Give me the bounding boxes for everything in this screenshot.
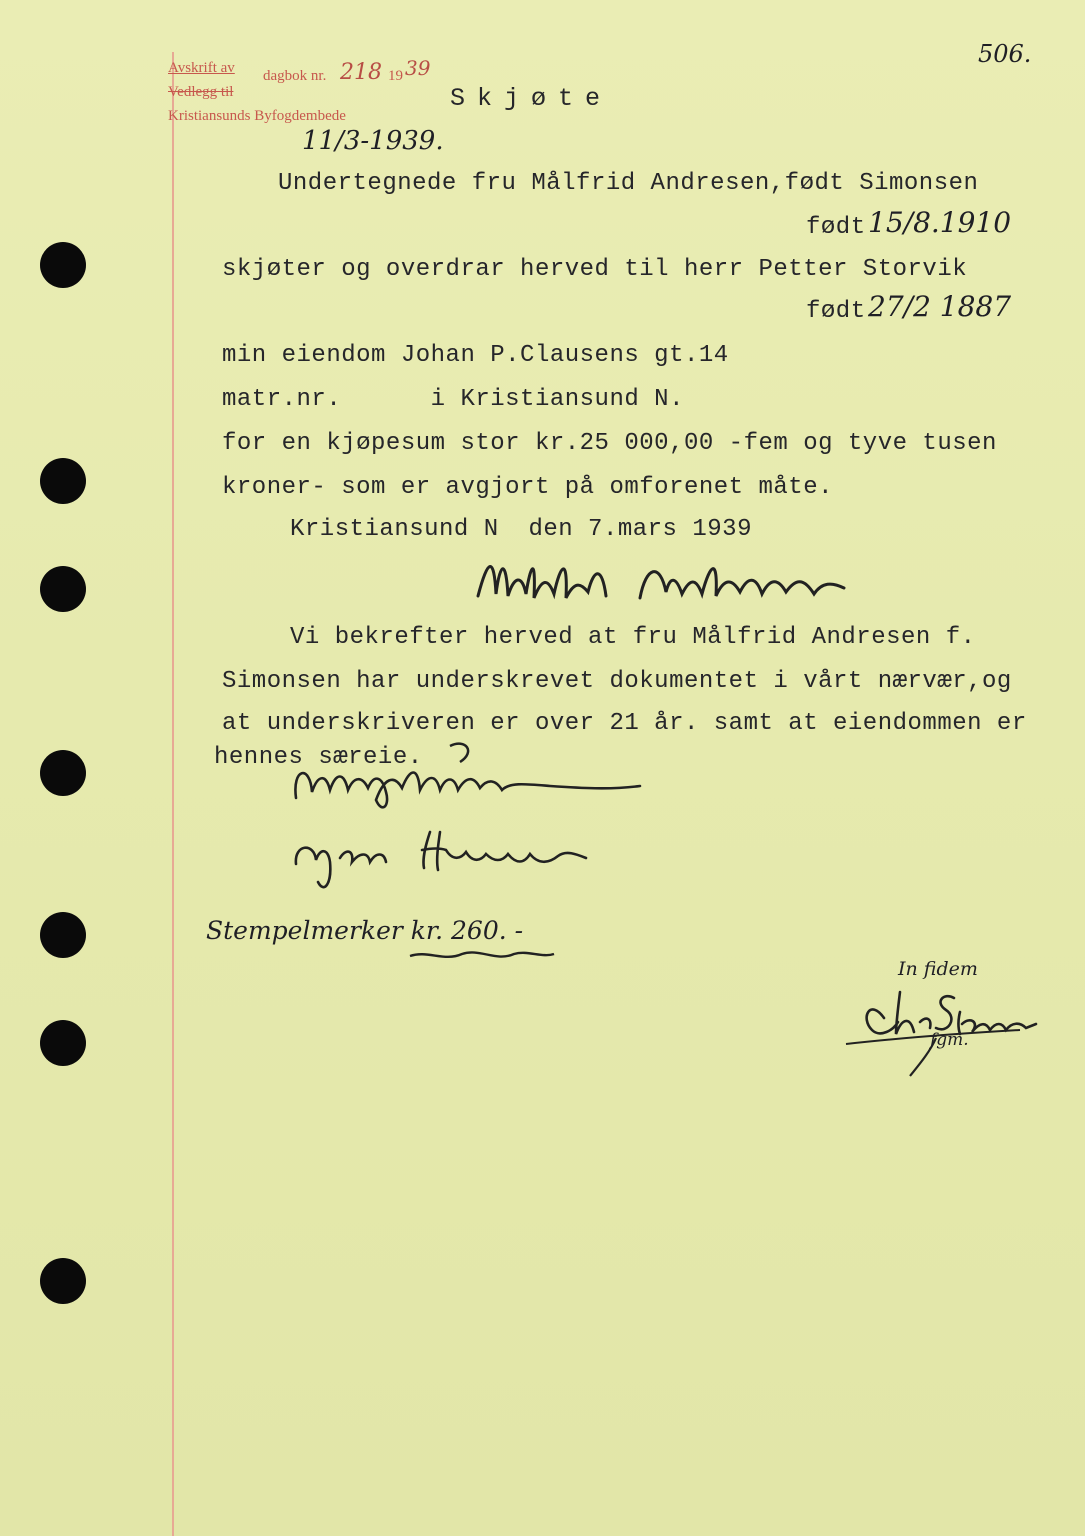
stamp-duty-underline bbox=[408, 948, 558, 964]
born1-date: 15/8.1910 bbox=[868, 206, 1012, 239]
header-year-hand: 39 bbox=[405, 56, 431, 80]
header-year-printed: 19 bbox=[388, 68, 403, 84]
punch-hole bbox=[40, 912, 86, 958]
witness2-signature bbox=[290, 824, 600, 898]
witness-line-2: Simonsen har underskrevet dokumentet i vårt nærvær,og bbox=[222, 668, 1012, 695]
body-line-3: min eiendom Johan P.Clausens gt.14 bbox=[222, 342, 729, 369]
clerk-line-1: In fidem bbox=[898, 958, 978, 980]
witness-line-1: Vi bekrefter herved at fru Målfrid Andresen f. bbox=[290, 624, 976, 651]
punch-hole bbox=[40, 1258, 86, 1304]
witness-line-4: hennes særeie. bbox=[214, 744, 423, 771]
clerk-line-3: fgm. bbox=[930, 1030, 969, 1050]
place-date: Kristiansund N den 7.mars 1939 bbox=[290, 516, 752, 543]
body-line-4: matr.nr. i Kristiansund N. bbox=[222, 386, 684, 413]
page-number: 506. bbox=[978, 40, 1032, 68]
header-avskrift: Avskrift av bbox=[168, 60, 235, 76]
header-date: 11/3-1939. bbox=[302, 126, 444, 156]
document-title: Skjøte bbox=[450, 84, 613, 113]
punch-hole bbox=[40, 750, 86, 796]
born2-date: 27/2 1887 bbox=[868, 290, 1012, 323]
body-line-6: kroner- som er avgjort på omforenet måte. bbox=[222, 474, 833, 501]
header-dagbok-number: 218 bbox=[340, 60, 382, 85]
body-line-5: for en kjøpesum stor kr.25 000,00 -fem og tyve tusen bbox=[222, 430, 997, 457]
born1-label: født bbox=[806, 214, 866, 241]
body-line-2: skjøter og overdrar herved til herr Petter Storvik bbox=[222, 256, 968, 283]
header-dagbok-label: dagbok nr. bbox=[263, 68, 327, 84]
punch-hole bbox=[40, 242, 86, 288]
margin-rule bbox=[172, 52, 174, 1536]
punch-hole bbox=[40, 458, 86, 504]
born2-label: født bbox=[806, 298, 866, 325]
header-vedlegg: Vedlegg til bbox=[168, 84, 234, 100]
witness1-signature bbox=[290, 738, 650, 818]
punch-hole bbox=[40, 566, 86, 612]
clerk-signature bbox=[840, 978, 1050, 1078]
stamp-duty-note: Stempelmerker kr. 260. - bbox=[206, 916, 524, 945]
header-office: Kristiansunds Byfogdembede bbox=[168, 108, 346, 124]
punch-hole bbox=[40, 1020, 86, 1066]
body-line-1: Undertegnede fru Målfrid Andresen,født Simonsen bbox=[278, 170, 979, 197]
seller-signature bbox=[470, 548, 870, 620]
witness-line-3: at underskriveren er over 21 år. samt at eiendommen er bbox=[222, 710, 1027, 737]
